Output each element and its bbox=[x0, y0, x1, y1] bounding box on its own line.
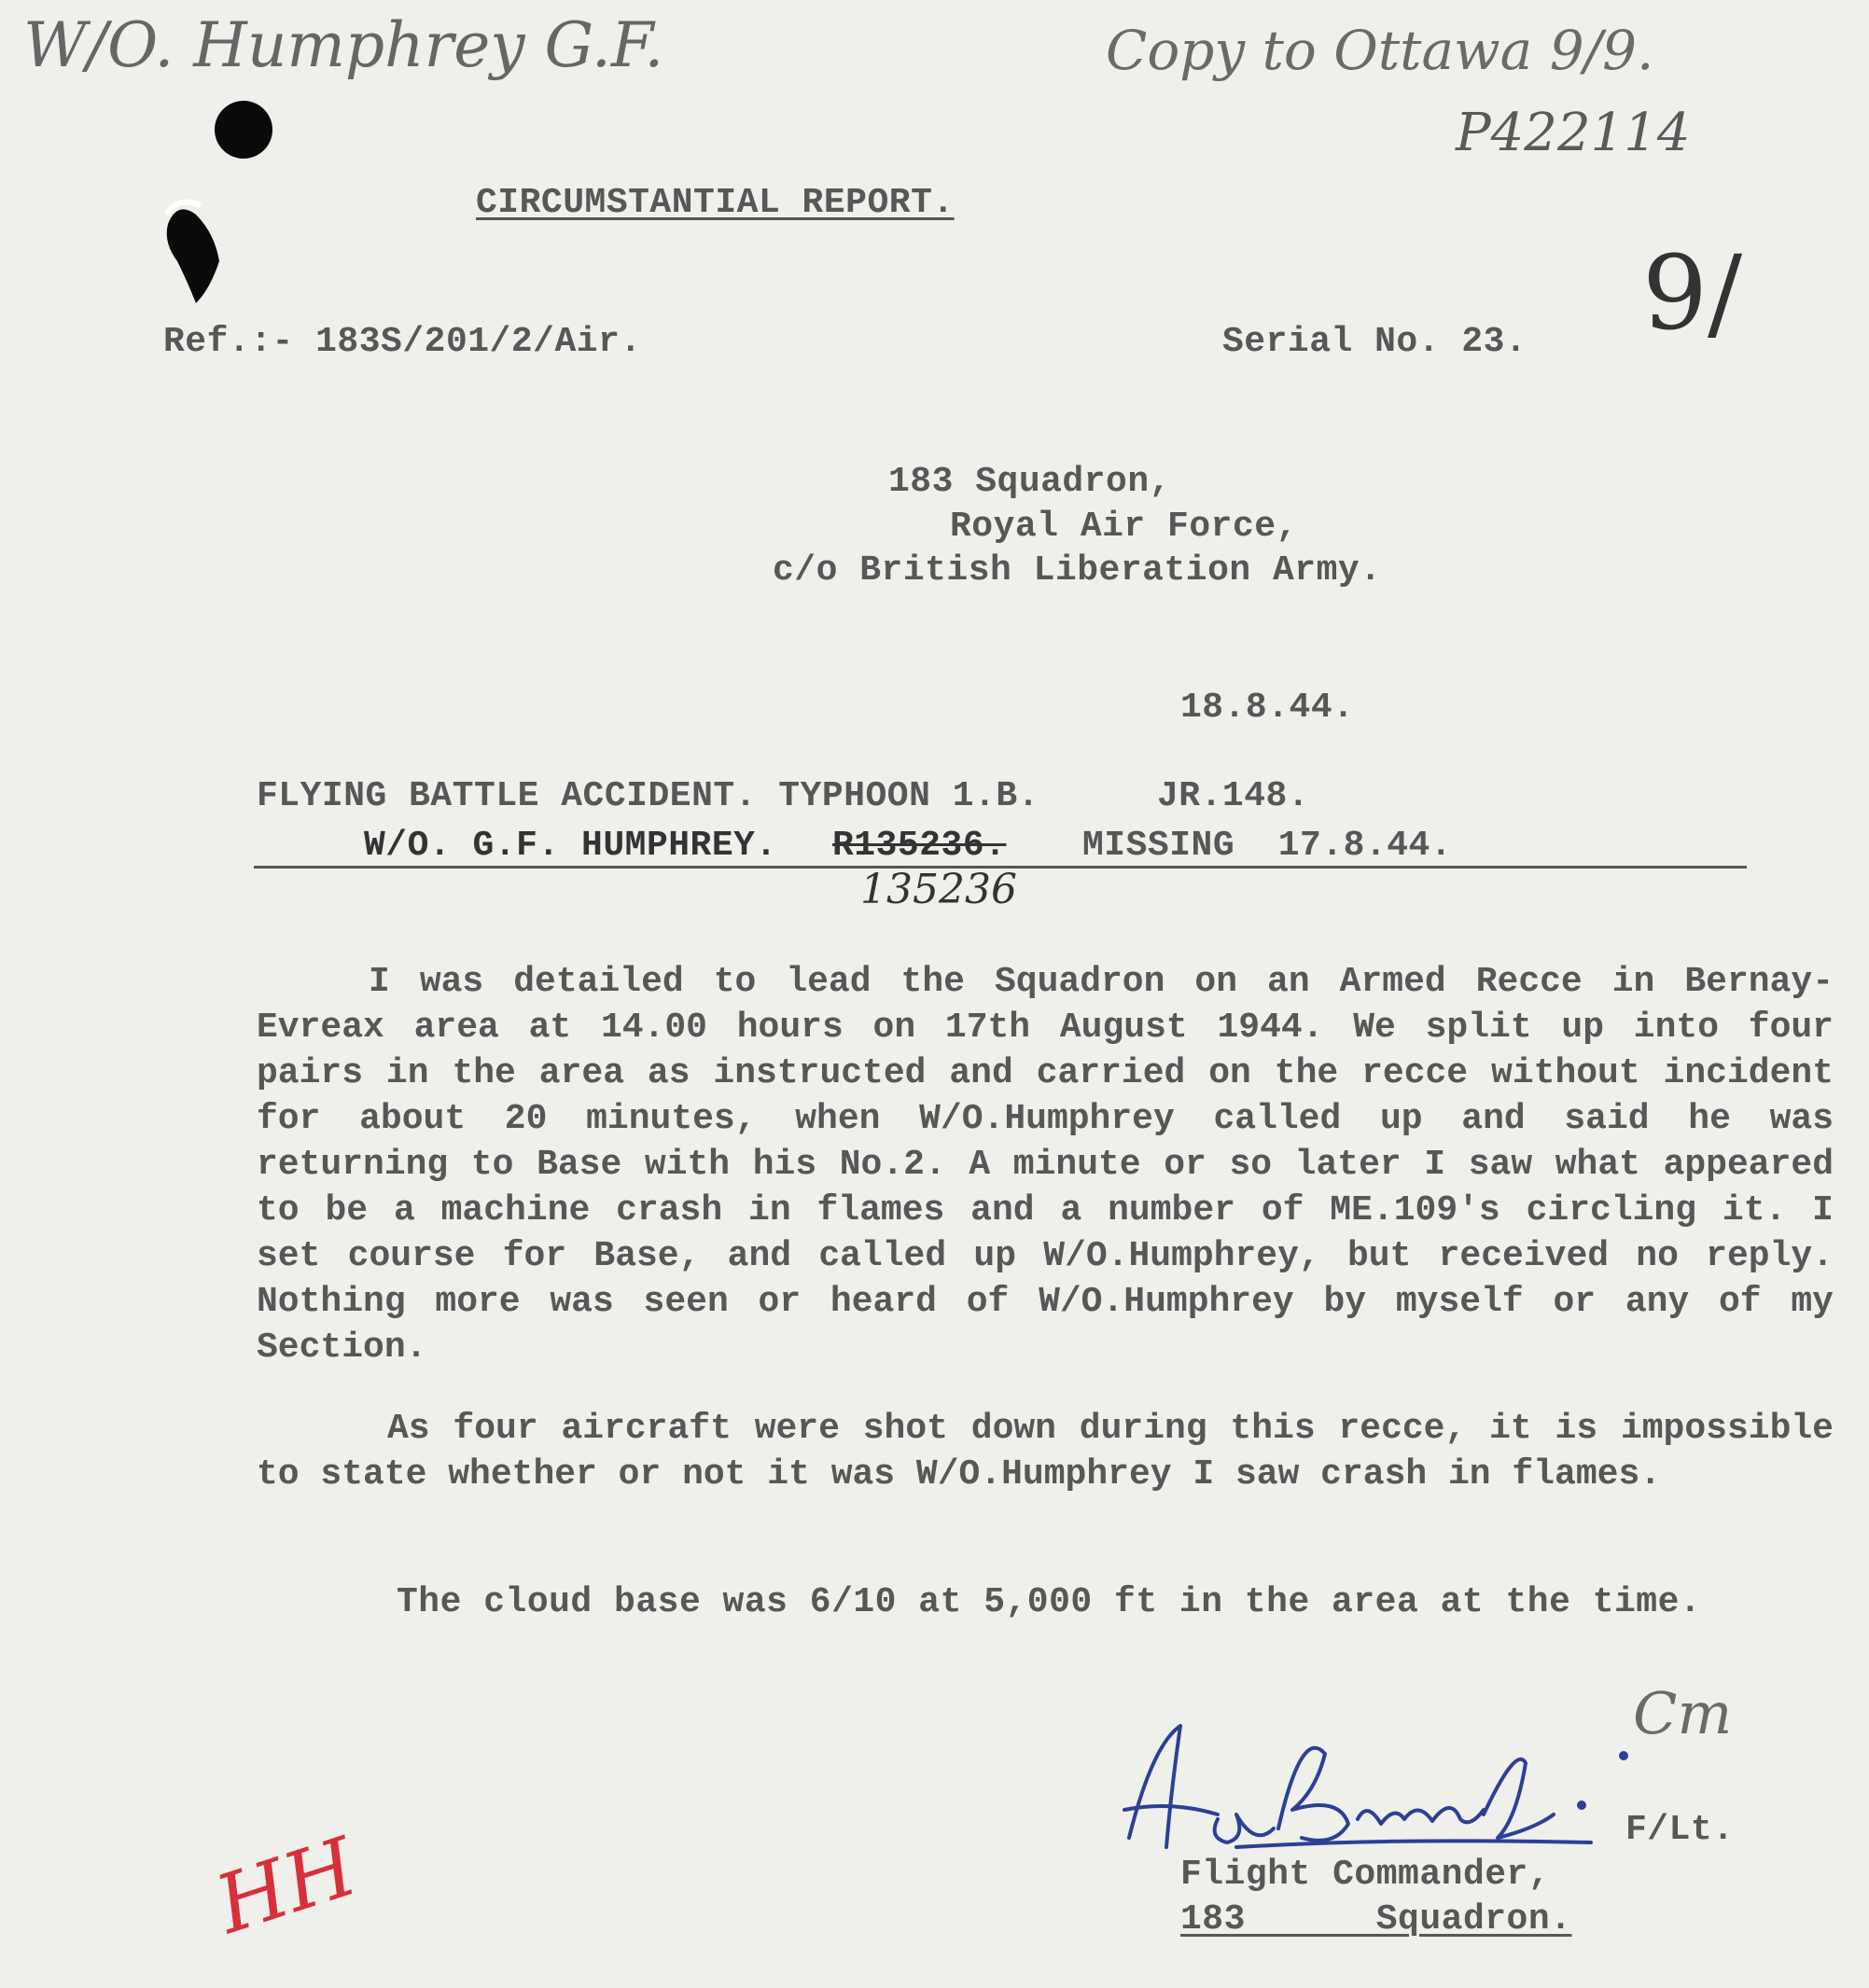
subject-pilot-name: W/O. G.F. HUMPHREY. bbox=[364, 826, 777, 866]
handwritten-service-number-correction: 135236 bbox=[860, 866, 1017, 913]
punch-hole-top bbox=[215, 101, 272, 159]
body-paragraph-2-text: As four aircraft were shot down during this recce, it is impossible to state whether or not it was W/O.Humphrey I saw crash in flames. bbox=[257, 1409, 1834, 1494]
body-paragraph-2 bbox=[257, 1406, 1834, 1497]
punch-hole-torn bbox=[159, 196, 233, 308]
report-date: 18.8.44. bbox=[1180, 688, 1355, 728]
signatory-unit: 183 Squadron. bbox=[1180, 1899, 1572, 1939]
body-paragraph-1-text: I was detailed to lead the Squadron on an Armed Recce in Bernay-Evreax area at 14.00 hours on 17th August 1944. We split up into four pairs in the area as instructed and carried on the recce without incident for about 20 minutes, when W/O.Humphrey called up and said he was returning to Base with his No.2. A minute or so later I saw what appeared to be a machine crash in flames and a number of ME.109's circling it. I set course for Base, and called up W/O.Humphrey, but received no reply. Nothing more was seen or heard of W/O.Humphrey by myself or any of my Section. bbox=[257, 962, 1834, 1368]
handwritten-file-ref: P422114 bbox=[1456, 103, 1691, 163]
signature bbox=[1115, 1707, 1675, 1866]
signatory-title: Flight Commander, bbox=[1180, 1855, 1551, 1895]
subject-service-number: R135236. bbox=[832, 826, 1007, 866]
body-paragraph-1 bbox=[257, 959, 1834, 1370]
address-bla: c/o British Liberation Army. bbox=[773, 550, 1382, 591]
signatory-rank: F/Lt. bbox=[1625, 1810, 1735, 1850]
subject-missing-date: MISSING 17.8.44. bbox=[1082, 826, 1453, 866]
reference-number: Ref.:- 183S/201/2/Air. bbox=[163, 322, 642, 362]
handwritten-initials: Cm bbox=[1633, 1679, 1733, 1747]
address-raf: Royal Air Force, bbox=[950, 507, 1298, 547]
subject-line-1b: JR.148. bbox=[1157, 776, 1310, 816]
report-title: CIRCUMSTANTIAL REPORT. bbox=[476, 183, 955, 223]
address-squadron: 183 Squadron, bbox=[888, 462, 1171, 502]
red-ink-mark: HH bbox=[205, 1820, 368, 1953]
handwritten-folio-number: 9/ bbox=[1642, 233, 1743, 353]
body-paragraph-3: The cloud base was 6/10 at 5,000 ft in the area at the time. bbox=[397, 1582, 1702, 1622]
subject-line-1a: FLYING BATTLE ACCIDENT. TYPHOON 1.B. bbox=[257, 776, 1039, 816]
handwritten-name-note: W/O. Humphrey G.F. bbox=[23, 9, 664, 81]
handwritten-copy-note: Copy to Ottawa 9/9. bbox=[1106, 19, 1654, 82]
serial-number: Serial No. 23. bbox=[1222, 322, 1527, 362]
